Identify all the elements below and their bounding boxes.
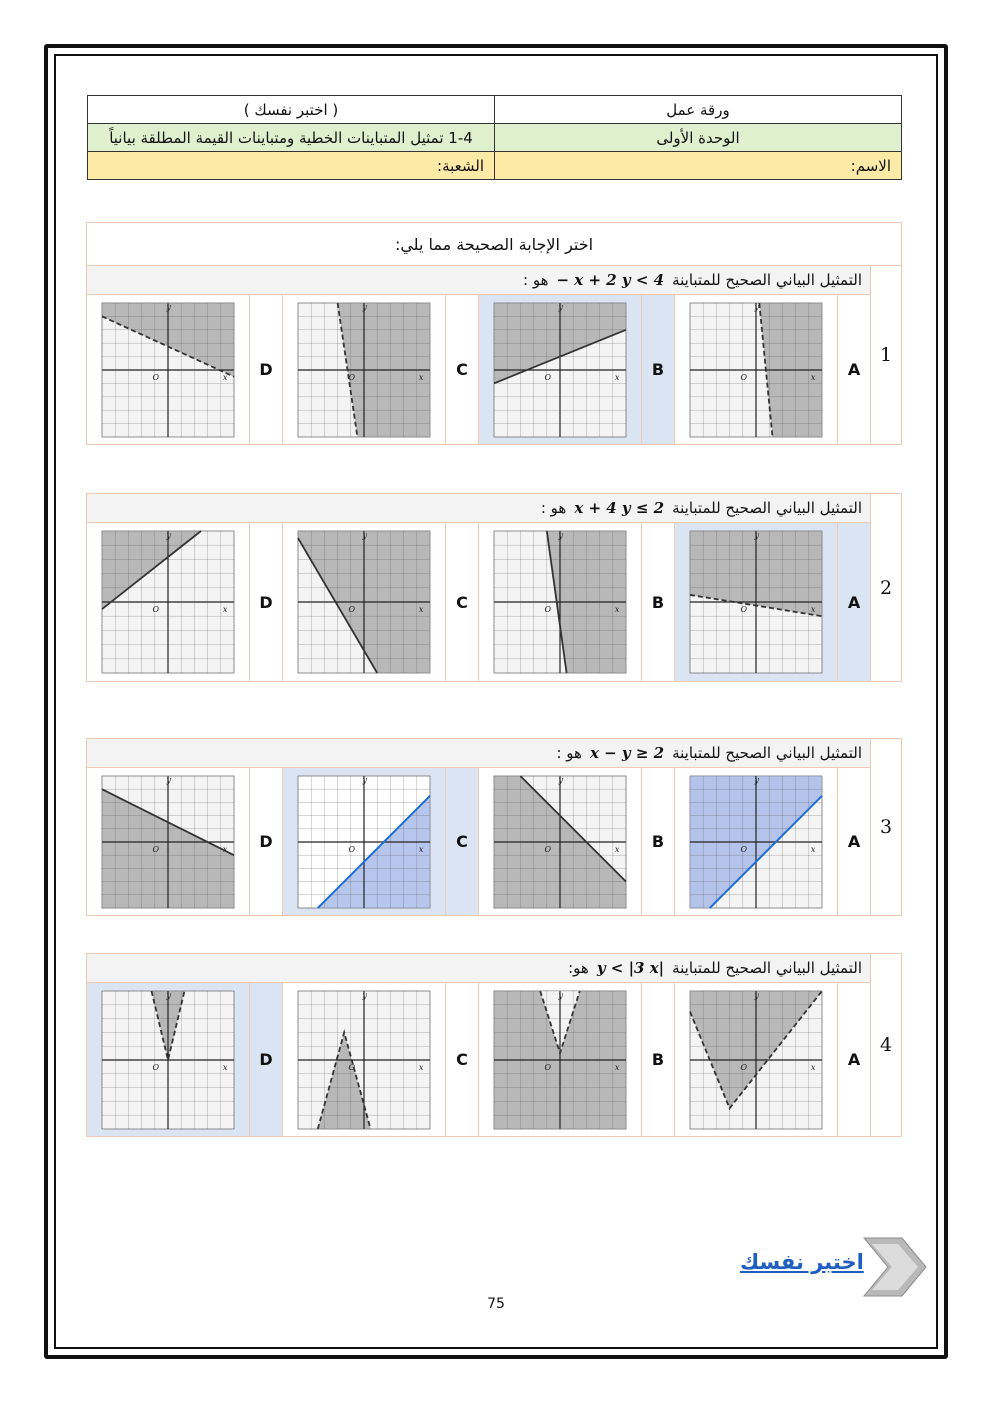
inequality: − x + 2 y < 4 bbox=[556, 271, 665, 289]
y-axis-label: y bbox=[558, 990, 563, 1000]
origin-label: O bbox=[544, 372, 551, 382]
page-number: 75 bbox=[487, 1296, 505, 1312]
question-3 bbox=[86, 738, 902, 916]
x-axis-label: x bbox=[418, 844, 424, 854]
y-axis-label: y bbox=[166, 990, 171, 1000]
option-letter-a[interactable]: A bbox=[837, 523, 870, 681]
question-text bbox=[87, 954, 870, 983]
option-letter-c[interactable]: C bbox=[445, 523, 478, 681]
inequality: x − y ≥ 2 bbox=[589, 744, 665, 762]
graph-3a bbox=[686, 772, 826, 912]
graph-option-d[interactable] bbox=[87, 523, 249, 681]
x-axis-label: x bbox=[418, 1062, 424, 1072]
origin-label: O bbox=[544, 844, 551, 854]
y-axis-label: y bbox=[166, 531, 171, 541]
question-text bbox=[87, 266, 870, 295]
origin-label: O bbox=[152, 844, 159, 854]
origin-label: O bbox=[544, 605, 551, 614]
graph-option-b[interactable] bbox=[478, 768, 641, 915]
graph-option-a[interactable] bbox=[674, 523, 837, 681]
origin-label: O bbox=[152, 605, 159, 614]
x-axis-label: x bbox=[418, 372, 424, 382]
y-axis-label: y bbox=[754, 531, 759, 541]
option-letter-a[interactable]: A bbox=[837, 295, 870, 444]
x-axis-label: x bbox=[810, 605, 816, 614]
graph-option-b[interactable] bbox=[478, 983, 641, 1136]
question-number: 1 bbox=[870, 266, 901, 444]
instruction: اختر الإجابة الصحيحة مما يلي: bbox=[86, 222, 902, 265]
graph-4b bbox=[490, 987, 630, 1133]
option-letter-c[interactable]: C bbox=[445, 983, 478, 1136]
lesson-title: 1-4 تمثيل المتباينات الخطية ومتباينات القيمة المطلقة بيانياً bbox=[88, 124, 495, 152]
section-field[interactable]: الشعبة: bbox=[88, 152, 495, 180]
option-letter-a[interactable]: A bbox=[837, 768, 870, 915]
y-axis-label: y bbox=[166, 302, 171, 312]
origin-label: O bbox=[152, 372, 159, 382]
question-prefix: التمثيل البياني الصحيح للمتباينة bbox=[672, 271, 862, 289]
graph-2d bbox=[98, 527, 238, 677]
x-axis-label: x bbox=[810, 372, 816, 382]
origin-label: O bbox=[348, 844, 355, 854]
origin-label: O bbox=[740, 605, 747, 614]
graph-option-b[interactable] bbox=[478, 295, 641, 444]
question-prefix: التمثيل البياني الصحيح للمتباينة bbox=[672, 744, 862, 762]
graph-2b bbox=[490, 527, 630, 677]
worksheet-header bbox=[87, 95, 902, 180]
self-test-title: ( اختبر نفسك ) bbox=[88, 96, 495, 124]
x-axis-label: x bbox=[614, 372, 620, 382]
question-text bbox=[87, 739, 870, 768]
question-number: 4 bbox=[870, 954, 901, 1136]
worksheet-title: ورقة عمل bbox=[495, 96, 902, 124]
y-axis-label: y bbox=[558, 775, 563, 785]
question-prefix: التمثيل البياني الصحيح للمتباينة bbox=[672, 959, 862, 977]
question-text bbox=[87, 494, 870, 523]
x-axis-label: x bbox=[418, 605, 424, 614]
y-axis-label: y bbox=[362, 302, 367, 312]
x-axis-label: x bbox=[222, 372, 228, 382]
chevron-right-icon bbox=[862, 1236, 928, 1298]
y-axis-label: y bbox=[362, 990, 367, 1000]
y-axis-label: y bbox=[558, 531, 563, 541]
graph-4d bbox=[98, 987, 238, 1133]
question-4 bbox=[86, 953, 902, 1137]
x-axis-label: x bbox=[222, 605, 228, 614]
x-axis-label: x bbox=[614, 605, 620, 614]
option-letter-d[interactable]: D bbox=[249, 768, 282, 915]
graph-3c bbox=[294, 772, 434, 912]
option-letter-b[interactable]: B bbox=[641, 523, 674, 681]
y-axis-label: y bbox=[558, 302, 563, 312]
graph-3d bbox=[98, 772, 238, 912]
x-axis-label: x bbox=[614, 1062, 620, 1072]
graph-option-c[interactable] bbox=[282, 768, 445, 915]
graph-option-c[interactable] bbox=[282, 523, 445, 681]
graph-2a bbox=[686, 527, 826, 677]
option-letter-d[interactable]: D bbox=[249, 523, 282, 681]
option-letter-a[interactable]: A bbox=[837, 983, 870, 1136]
origin-label: O bbox=[348, 372, 355, 382]
x-axis-label: x bbox=[614, 844, 620, 854]
y-axis-label: y bbox=[166, 775, 171, 785]
graph-4a bbox=[686, 987, 826, 1133]
question-suffix: هو : bbox=[540, 499, 567, 517]
question-2 bbox=[86, 493, 902, 682]
option-letter-b[interactable]: B bbox=[641, 768, 674, 915]
option-letter-d[interactable]: D bbox=[249, 295, 282, 444]
question-suffix: هو : bbox=[523, 271, 549, 289]
origin-label: O bbox=[740, 1062, 747, 1072]
graph-option-a[interactable] bbox=[674, 768, 837, 915]
inequality: y < |3 x| bbox=[596, 959, 665, 977]
question-prefix: التمثيل البياني الصحيح للمتباينة bbox=[672, 499, 862, 517]
graph-option-d[interactable] bbox=[87, 983, 249, 1136]
graph-option-d[interactable] bbox=[87, 768, 249, 915]
x-axis-label: x bbox=[222, 1062, 228, 1072]
y-axis-label: y bbox=[362, 775, 367, 785]
graph-option-a[interactable] bbox=[674, 295, 837, 444]
question-number: 2 bbox=[870, 494, 901, 681]
self-test-link[interactable]: اختبر نفسك bbox=[740, 1250, 864, 1274]
origin-label: O bbox=[348, 605, 355, 614]
y-axis-label: y bbox=[754, 990, 759, 1000]
graph-option-c[interactable] bbox=[282, 295, 445, 444]
option-letter-b[interactable]: B bbox=[641, 983, 674, 1136]
unit-label: الوحدة الأولى bbox=[495, 124, 902, 152]
question-suffix: هو : bbox=[556, 744, 582, 762]
graph-1a bbox=[686, 299, 826, 441]
graph-option-d[interactable] bbox=[87, 295, 249, 444]
origin-label: O bbox=[740, 372, 747, 382]
graph-1c bbox=[294, 299, 434, 441]
x-axis-label: x bbox=[810, 1062, 816, 1072]
question-suffix: هو: bbox=[568, 959, 589, 977]
y-axis-label: y bbox=[754, 302, 759, 312]
x-axis-label: x bbox=[222, 844, 228, 854]
graph-option-b[interactable] bbox=[478, 523, 641, 681]
origin-label: O bbox=[152, 1062, 159, 1072]
graph-3b bbox=[490, 772, 630, 912]
origin-label: O bbox=[740, 844, 747, 854]
graph-2c bbox=[294, 527, 434, 677]
graph-option-c[interactable] bbox=[282, 983, 445, 1136]
origin-label: O bbox=[348, 1062, 355, 1072]
y-axis-label: y bbox=[362, 531, 367, 541]
option-letter-c[interactable]: C bbox=[445, 295, 478, 444]
graph-4c bbox=[294, 987, 434, 1133]
name-field[interactable]: الاسم: bbox=[495, 152, 902, 180]
option-letter-b[interactable]: B bbox=[641, 295, 674, 444]
x-axis-label: x bbox=[810, 844, 816, 854]
graph-option-a[interactable] bbox=[674, 983, 837, 1136]
origin-label: O bbox=[544, 1062, 551, 1072]
graph-1b bbox=[490, 299, 630, 441]
question-1 bbox=[86, 265, 902, 445]
y-axis-label: y bbox=[754, 775, 759, 785]
graph-1d bbox=[98, 299, 238, 441]
question-number: 3 bbox=[870, 739, 901, 915]
option-letter-c[interactable]: C bbox=[445, 768, 478, 915]
option-letter-d[interactable]: D bbox=[249, 983, 282, 1136]
inequality: x + 4 y ≤ 2 bbox=[574, 499, 665, 517]
